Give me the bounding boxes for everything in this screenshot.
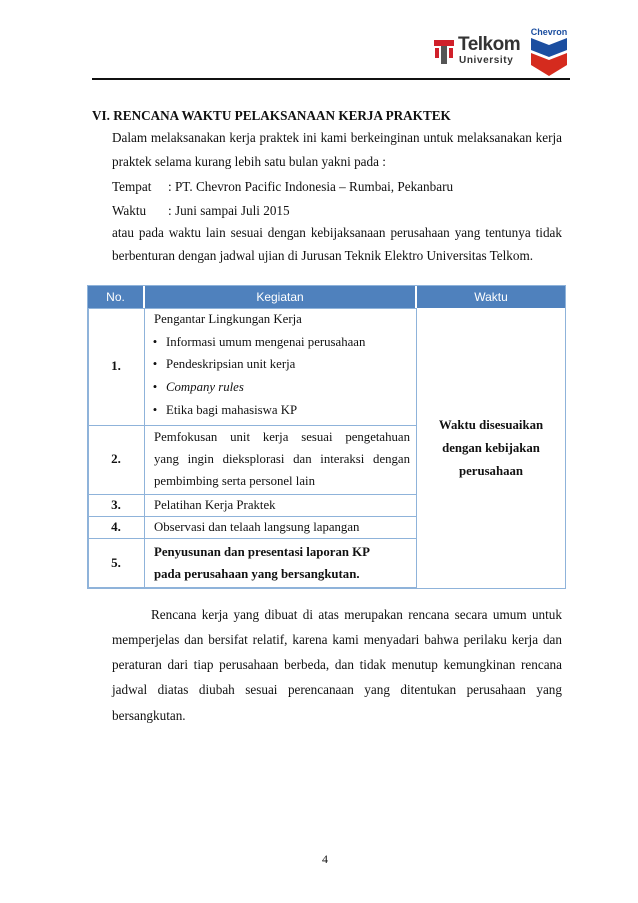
telkom-logo-mark-icon bbox=[433, 36, 455, 66]
table-header-no: No. bbox=[88, 286, 143, 308]
row-3-number: 3. bbox=[111, 497, 121, 512]
row-5-number: 5. bbox=[111, 555, 121, 570]
table-header-waktu: Waktu bbox=[417, 286, 565, 308]
row-4-number: 4. bbox=[111, 519, 121, 534]
column-divider bbox=[144, 308, 145, 588]
closing-line-5: bersangkutan. bbox=[112, 708, 186, 723]
chevron-logo bbox=[529, 27, 569, 77]
bullet-dot-icon: • bbox=[152, 335, 158, 349]
bullet-dot-icon: • bbox=[152, 380, 158, 394]
telkom-university-logo bbox=[433, 34, 523, 74]
telkom-logo-word: Telkom bbox=[458, 34, 521, 55]
note-line-1: atau pada waktu lain sesuai dengan kebijaksanaan perusahaan yang tentunya tidak bbox=[112, 225, 562, 240]
row-4-text: Observasi dan telaah langsung lapangan bbox=[154, 520, 360, 534]
row-1-number: 1. bbox=[111, 358, 121, 373]
place-value: : PT. Chevron Pacific Indonesia – Rumbai, Pekanbaru bbox=[168, 179, 454, 194]
time-label: Waktu bbox=[112, 203, 147, 218]
time-value: : Juni sampai Juli 2015 bbox=[168, 203, 290, 218]
bullet-dot-icon: • bbox=[152, 357, 158, 371]
row-1-bullet-2: • Pendeskripsian unit kerja bbox=[146, 357, 295, 372]
closing-line-2: memperjelas dan bersifat relatif, karena kami menyadari bahwa perilaku kerja dan bbox=[112, 632, 562, 647]
section-title: VI. RENCANA WAKTU PELAKSANAAN KERJA PRAKTEK bbox=[92, 108, 451, 123]
row-2-line-3: pembimbing serta personel lain bbox=[154, 474, 315, 488]
row-2-number: 2. bbox=[111, 451, 121, 466]
waktu-line-2: dengan kebijakan bbox=[442, 440, 540, 455]
note-line-2: berbenturan dengan jadwal ujian di Jurusan Teknik Elektro Universitas Telkom. bbox=[112, 248, 534, 263]
page-header bbox=[0, 0, 638, 82]
telkom-logo-subtitle: University bbox=[459, 55, 514, 66]
waktu-cell bbox=[417, 308, 565, 588]
intro-line-2: praktek selama kurang lebih satu bulan yakni pada : bbox=[112, 154, 386, 169]
place-row bbox=[112, 179, 453, 195]
row-2-line-2: yang ingin dieksplorasi dan interaksi dengan bbox=[154, 452, 410, 466]
row-1-title: Pengantar Lingkungan Kerja bbox=[154, 312, 302, 326]
row-1-bullet-1: • Informasi umum mengenai perusahaan bbox=[146, 335, 365, 350]
chevron-logo-mark-icon bbox=[531, 38, 567, 76]
row-5-line-1: Penyusunan dan presentasi laporan KP bbox=[154, 545, 370, 559]
schedule-table bbox=[87, 285, 566, 589]
chevron-logo-word: Chevron bbox=[530, 27, 568, 37]
bullet-dot-icon: • bbox=[152, 403, 158, 417]
waktu-line-1: Waktu disesuaikan bbox=[438, 417, 544, 432]
row-1-bullet-3: • Company rules bbox=[146, 380, 244, 395]
header-rule bbox=[92, 78, 570, 80]
row-1-bullet-4: • Etika bagi mahasiswa KP bbox=[146, 403, 297, 418]
table-header-kegiatan: Kegiatan bbox=[145, 286, 415, 308]
closing-line-1: Rencana kerja yang dibuat di atas merupakan rencana secara umum untuk bbox=[151, 607, 562, 622]
row-3-text: Pelatihan Kerja Praktek bbox=[154, 498, 276, 512]
time-row bbox=[112, 203, 290, 219]
closing-line-4: jadwal diatas diubah sesuai perencanaan yang ditentukan perusahaan yang bbox=[112, 682, 562, 697]
row-2-line-1: Pemfokusan unit kerja sesuai pengetahuan bbox=[154, 430, 410, 444]
page-number: 4 bbox=[322, 852, 328, 866]
row-5-line-2: pada perusahaan yang bersangkutan. bbox=[154, 567, 360, 581]
closing-line-3: peraturan dari tiap perusahaan berbeda, dan tidak menutup kemungkinan rencana bbox=[112, 657, 562, 672]
waktu-line-3: perusahaan bbox=[458, 463, 523, 478]
intro-line-1: Dalam melaksanakan kerja praktek ini kami berkeinginan untuk melaksanakan kerja bbox=[112, 130, 562, 145]
place-label: Tempat bbox=[112, 179, 152, 194]
